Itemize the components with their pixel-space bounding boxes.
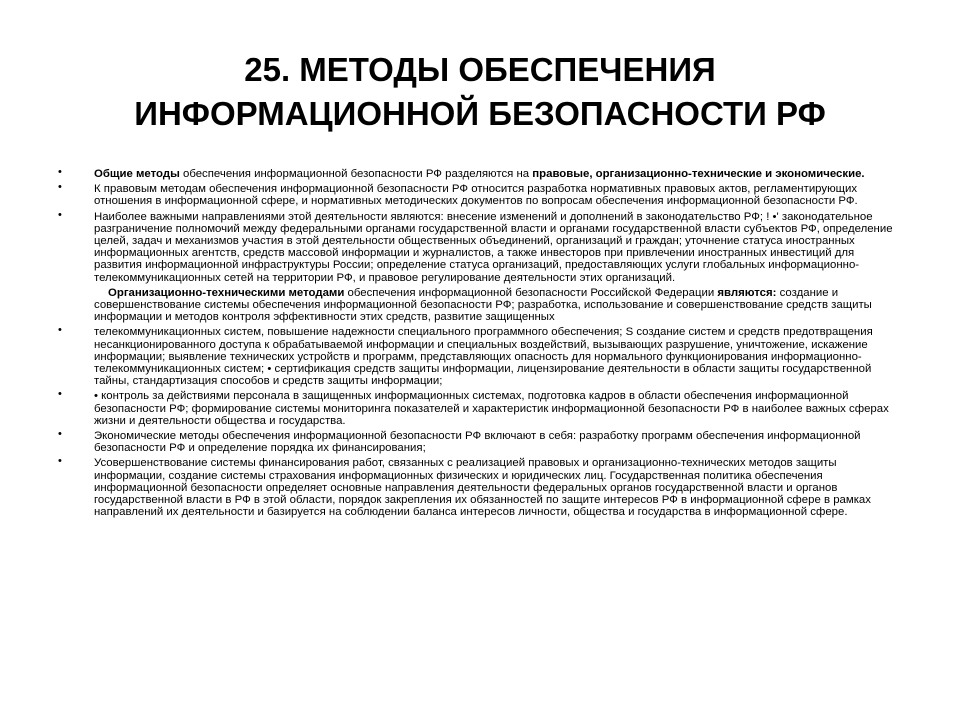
list-item [58,208,903,284]
bullet-icon: • [58,181,62,194]
item-text: Наиболее важными направлениями этой деятельности являются: внесение изменений и дополнений в законодательство РФ; ! •' законодательное разграничение полномочий между федеральными органами государственной власти и органами государственной власти субъектов РФ, определение целей, задач и механизмов участия в этой деятельности общественных объединений, организаций и граждан; уточнение статуса иностранных информационных агентств, средств массовой информации и журналистов, а также инвесторов при привлечении иностранных инвестиций для развития информационной инфраструктуры России; определение статуса организаций, предоставляющих услуги глобальных информационно-телекоммуникационных сетей на территории РФ, и правовое регулирование деятельности этих организаций. [94,210,893,284]
list-item [58,326,903,387]
bullet-icon: • [58,428,62,441]
list-item [58,168,903,180]
item-bold-text: правовые, организационно-технические и экономические. [532,168,865,180]
list-item [58,430,903,454]
item-text [94,168,903,180]
item-text: Усовершенствование системы финансирования работ, связанных с реализацией правовых и организационно-технических методов защиты информации, создание системы страхования информационных физических и юридических лиц. Государственная политика обеспечения информационной безопасности определяет основные направления деятельности федеральных органов государственной власти и органов государственной власти в РФ в этой области, порядок закрепления их обязанностей по защите интересов РФ в информационной сфере в рамках направлений их деятельности и базируется на соблюдении баланса интересов личности, общества и государства в информационной сфере. [94,457,871,519]
item-text [94,287,903,324]
bullet-icon: • [58,324,62,337]
item-text-part: обеспечения информационной безопасности Российской Федерации [344,286,718,299]
item-bold-text: являются: [717,286,777,299]
item-text-part: создание и совершенствование системы обеспечения информационной безопасности РФ; разработка, использование и совершенствование средств защиты информации и методов контроля эффективности этих средств, развитие защищенных [94,286,872,324]
item-text: К правовым методам обеспечения информационной безопасности РФ относится разработка нормативных правовых актов, регламентирующих отношения в информационной сфере, и нормативных методических документов по вопросам обеспечения информационной безопасности РФ. [94,183,858,208]
item-bold-text: Общие методы [94,168,180,180]
list-item [58,390,903,427]
slide-body [58,168,903,521]
item-text: телекоммуникационных систем, повышение надежности специального программного обеспечения; S создание систем и средств предотвращения несанкционированного доступа к обрабатываемой информации и специальных воздействий, вызывающих разрушение, уничтожение, искажение информации; выявление технических устройств и программ, представляющих опасность для нормального функционирования информационно-телекоммуникационных систем; • сертификация средств защиты информации, лицензирование деятельности в области защиты государственной тайны, стандартизация способов и средств защиты информации; [94,326,873,388]
bullet-icon: • [58,208,62,221]
item-bold-text: Организационно-техническими методами [108,286,345,299]
slide-title [60,48,900,136]
slide-title-line-2: ИНФОРМАЦИОННОЙ БЕЗОПАСНОСТИ РФ [134,95,826,132]
list-item [58,183,903,207]
bullet-icon: • [58,166,62,178]
item-text: Экономические методы обеспечения информационной безопасности РФ включают в себя: разработку программ обеспечения информационной безопасности РФ и определение порядка их финансирования; [94,430,861,455]
item-text: • контроль за действиями персонала в защищенных информационных системах, подготовка кадров в области обеспечения информационной безопасности РФ; формирование системы мониторинга показателей и характеристик информационной безопасности РФ в наиболее важных сферах жизни и деятельности общества и государства. [94,390,889,427]
list-item [58,457,903,518]
bullet-icon: • [58,388,62,401]
bullet-icon: • [58,455,62,468]
item-text-part: обеспечения информационной безопасности РФ разделяются на [179,168,533,180]
slide-title-line-1: 25. МЕТОДЫ ОБЕСПЕЧЕНИЯ [244,51,716,88]
sub-paragraph [58,287,903,324]
